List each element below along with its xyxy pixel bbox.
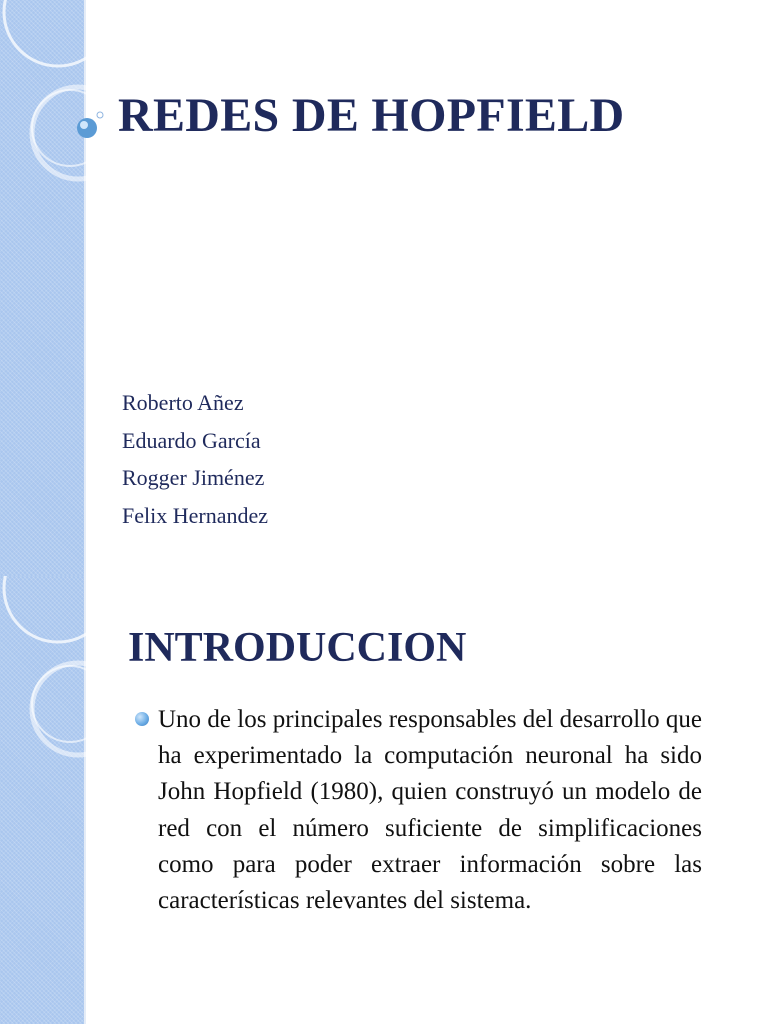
author-name: Felix Hernandez bbox=[122, 502, 268, 528]
circle-decoration bbox=[0, 576, 120, 776]
author-list bbox=[122, 384, 268, 534]
bullet-paragraph: Uno de los principales responsables del desarrollo que ha experimentado la computación neuronal ha sido John Hopfield (1980), quien construyó un modelo de red con el número suficiente de simplificaciones como para poder extraer información sobre las características relevantes del sistema. bbox=[158, 706, 702, 915]
slide-heading: INTRODUCCION bbox=[128, 625, 467, 671]
author-name: Eduardo García bbox=[122, 427, 261, 453]
author-name: Rogger Jiménez bbox=[122, 465, 265, 490]
slide-title-text: REDES DE HOPFIELD bbox=[118, 89, 625, 142]
author-name: Roberto Añez bbox=[122, 390, 244, 415]
bullet-icon bbox=[135, 712, 149, 726]
slide-introduction bbox=[0, 576, 768, 1024]
circle-decoration bbox=[0, 0, 120, 200]
